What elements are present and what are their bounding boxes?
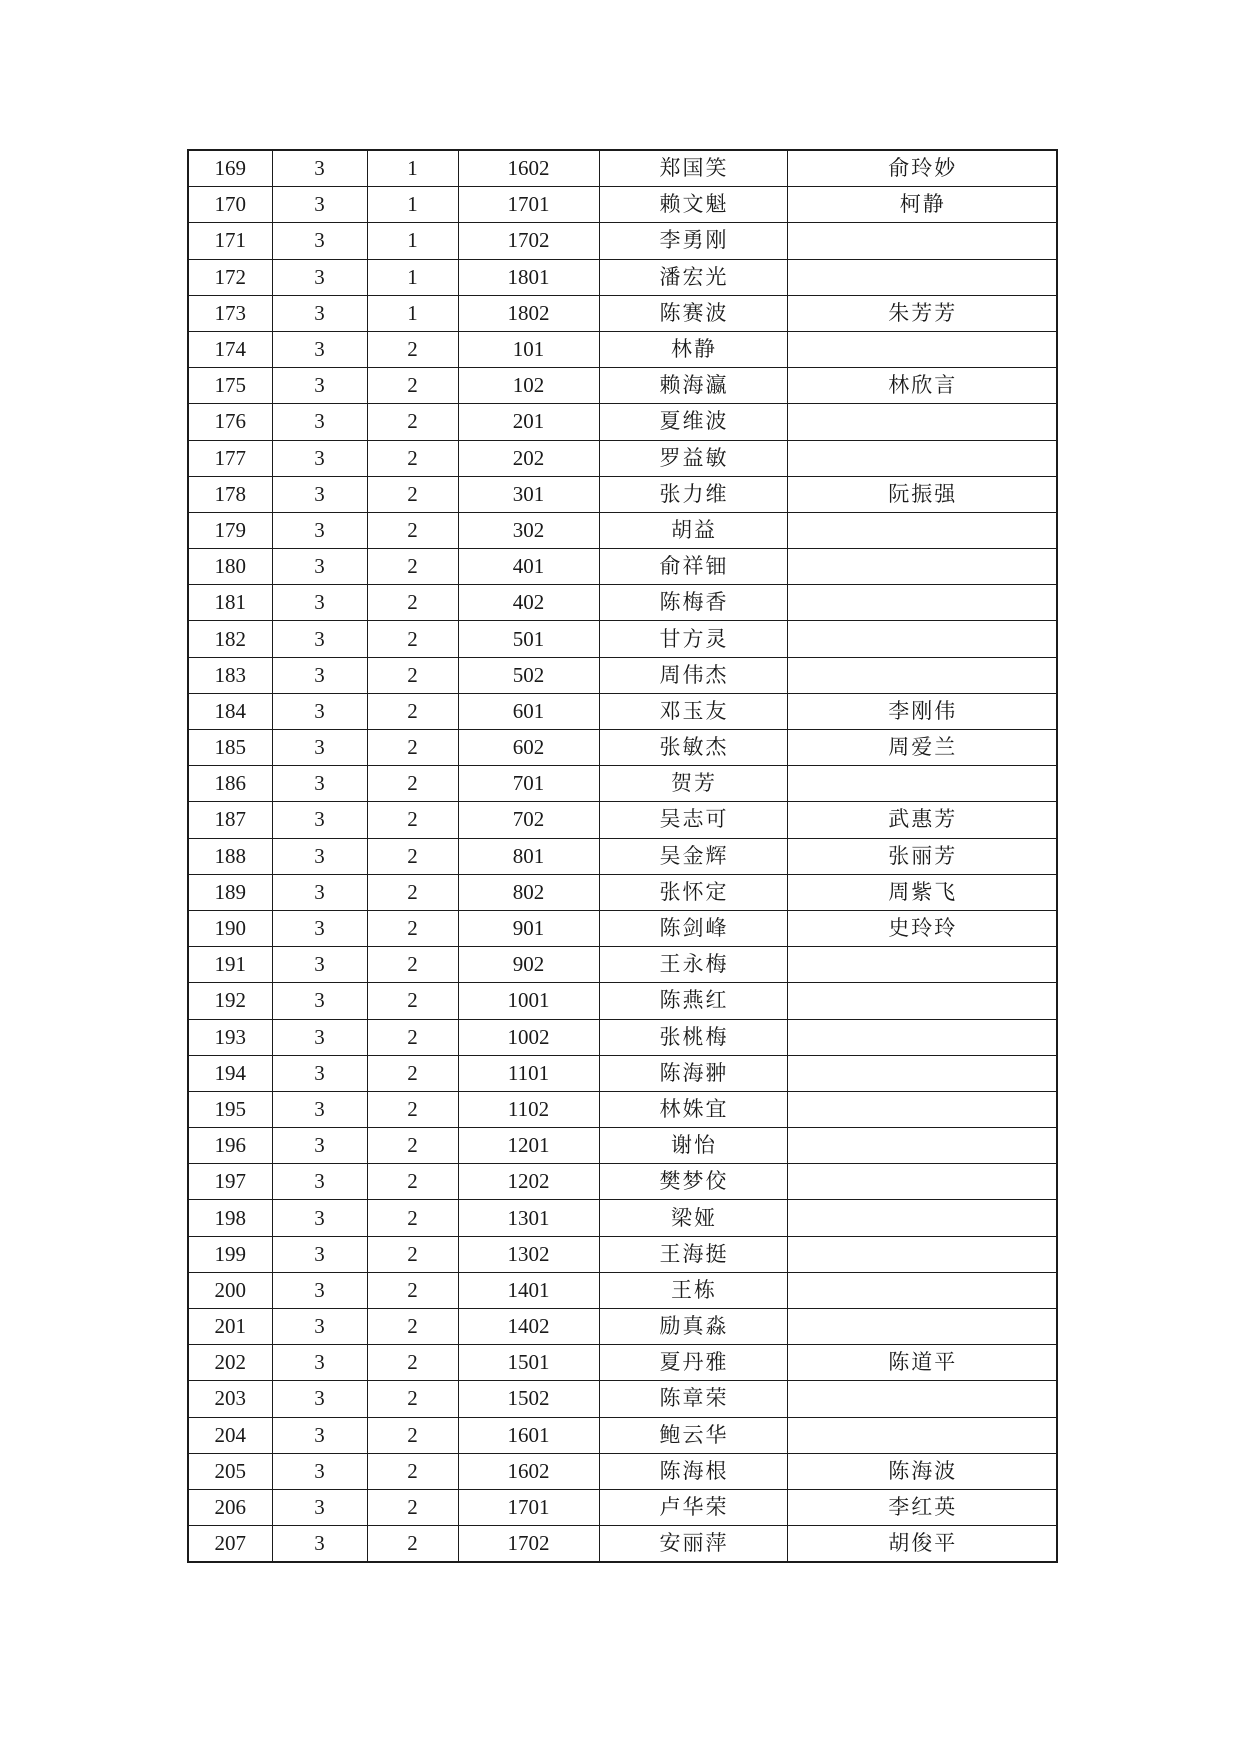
cell-seq: 204 — [188, 1417, 272, 1453]
table-row — [188, 1091, 1057, 1127]
table-row — [188, 1055, 1057, 1091]
cell-room: 202 — [458, 440, 599, 476]
cell-room: 1102 — [458, 1091, 599, 1127]
cell-unit: 2 — [367, 549, 458, 585]
cell-coname — [787, 766, 1057, 802]
cell-coname — [787, 1381, 1057, 1417]
cell-name: 王永梅 — [599, 947, 787, 983]
table-row — [188, 1128, 1057, 1164]
cell-unit: 2 — [367, 476, 458, 512]
cell-building: 3 — [272, 150, 367, 187]
cell-unit: 1 — [367, 295, 458, 331]
cell-room: 901 — [458, 910, 599, 946]
cell-name: 甘方灵 — [599, 621, 787, 657]
cell-coname — [787, 404, 1057, 440]
cell-building: 3 — [272, 1019, 367, 1055]
cell-coname — [787, 947, 1057, 983]
cell-unit: 2 — [367, 874, 458, 910]
cell-unit: 2 — [367, 1164, 458, 1200]
cell-building: 3 — [272, 331, 367, 367]
cell-seq: 197 — [188, 1164, 272, 1200]
table-row — [188, 1526, 1057, 1563]
cell-seq: 180 — [188, 549, 272, 585]
cell-name: 潘宏光 — [599, 259, 787, 295]
cell-room: 1402 — [458, 1309, 599, 1345]
cell-unit: 2 — [367, 838, 458, 874]
cell-building: 3 — [272, 1055, 367, 1091]
cell-seq: 200 — [188, 1272, 272, 1308]
cell-name: 樊梦佼 — [599, 1164, 787, 1200]
cell-coname — [787, 1128, 1057, 1164]
cell-unit: 2 — [367, 440, 458, 476]
cell-name: 陈赛波 — [599, 295, 787, 331]
cell-coname: 李刚伟 — [787, 693, 1057, 729]
cell-seq: 173 — [188, 295, 272, 331]
table-row — [188, 1200, 1057, 1236]
cell-coname — [787, 259, 1057, 295]
cell-unit: 1 — [367, 150, 458, 187]
cell-unit: 2 — [367, 512, 458, 548]
cell-building: 3 — [272, 585, 367, 621]
cell-seq: 188 — [188, 838, 272, 874]
cell-seq: 199 — [188, 1236, 272, 1272]
cell-unit: 2 — [367, 404, 458, 440]
cell-room: 501 — [458, 621, 599, 657]
table-row — [188, 1236, 1057, 1272]
cell-seq: 187 — [188, 802, 272, 838]
cell-room: 801 — [458, 838, 599, 874]
cell-coname — [787, 657, 1057, 693]
cell-seq: 189 — [188, 874, 272, 910]
cell-coname: 陈海波 — [787, 1453, 1057, 1489]
cell-coname: 林欣言 — [787, 368, 1057, 404]
cell-name: 郑国笑 — [599, 150, 787, 187]
cell-unit: 2 — [367, 1381, 458, 1417]
cell-room: 401 — [458, 549, 599, 585]
cell-room: 802 — [458, 874, 599, 910]
cell-seq: 177 — [188, 440, 272, 476]
table-row — [188, 476, 1057, 512]
cell-building: 3 — [272, 621, 367, 657]
cell-unit: 2 — [367, 1417, 458, 1453]
cell-seq: 191 — [188, 947, 272, 983]
cell-coname — [787, 549, 1057, 585]
cell-building: 3 — [272, 730, 367, 766]
cell-seq: 178 — [188, 476, 272, 512]
cell-unit: 2 — [367, 1128, 458, 1164]
cell-building: 3 — [272, 1128, 367, 1164]
table-row — [188, 621, 1057, 657]
cell-seq: 193 — [188, 1019, 272, 1055]
cell-room: 402 — [458, 585, 599, 621]
cell-building: 3 — [272, 1417, 367, 1453]
cell-room: 1502 — [458, 1381, 599, 1417]
cell-name: 贺芳 — [599, 766, 787, 802]
cell-name: 陈章荣 — [599, 1381, 787, 1417]
cell-room: 1801 — [458, 259, 599, 295]
cell-unit: 2 — [367, 1019, 458, 1055]
cell-building: 3 — [272, 838, 367, 874]
cell-name: 陈海翀 — [599, 1055, 787, 1091]
table-row — [188, 585, 1057, 621]
cell-unit: 2 — [367, 766, 458, 802]
cell-name: 胡益 — [599, 512, 787, 548]
cell-name: 林静 — [599, 331, 787, 367]
cell-unit: 2 — [367, 1272, 458, 1308]
cell-building: 3 — [272, 549, 367, 585]
cell-room: 902 — [458, 947, 599, 983]
table-row — [188, 1381, 1057, 1417]
cell-room: 502 — [458, 657, 599, 693]
cell-name: 赖海瀛 — [599, 368, 787, 404]
table-row — [188, 549, 1057, 585]
cell-building: 3 — [272, 187, 367, 223]
cell-coname — [787, 1417, 1057, 1453]
table-row — [188, 223, 1057, 259]
cell-coname: 胡俊平 — [787, 1526, 1057, 1563]
cell-building: 3 — [272, 802, 367, 838]
cell-name: 林姝宜 — [599, 1091, 787, 1127]
cell-unit: 2 — [367, 693, 458, 729]
cell-unit: 1 — [367, 187, 458, 223]
cell-name: 谢怡 — [599, 1128, 787, 1164]
cell-unit: 2 — [367, 368, 458, 404]
table-row — [188, 259, 1057, 295]
cell-building: 3 — [272, 295, 367, 331]
cell-seq: 181 — [188, 585, 272, 621]
cell-coname: 武惠芳 — [787, 802, 1057, 838]
cell-coname — [787, 1055, 1057, 1091]
cell-seq: 182 — [188, 621, 272, 657]
table-row — [188, 368, 1057, 404]
cell-unit: 2 — [367, 983, 458, 1019]
cell-room: 102 — [458, 368, 599, 404]
cell-name: 李勇刚 — [599, 223, 787, 259]
cell-seq: 195 — [188, 1091, 272, 1127]
cell-coname: 史玲玲 — [787, 910, 1057, 946]
cell-name: 励真淼 — [599, 1309, 787, 1345]
cell-seq: 194 — [188, 1055, 272, 1091]
cell-seq: 175 — [188, 368, 272, 404]
table-row — [188, 910, 1057, 946]
cell-room: 1302 — [458, 1236, 599, 1272]
cell-building: 3 — [272, 1489, 367, 1525]
table-row — [188, 1489, 1057, 1525]
cell-room: 1601 — [458, 1417, 599, 1453]
table-row — [188, 440, 1057, 476]
cell-room: 1002 — [458, 1019, 599, 1055]
table-row — [188, 1164, 1057, 1200]
cell-unit: 2 — [367, 910, 458, 946]
cell-seq: 207 — [188, 1526, 272, 1563]
cell-coname — [787, 1309, 1057, 1345]
cell-name: 卢华荣 — [599, 1489, 787, 1525]
cell-seq: 196 — [188, 1128, 272, 1164]
table-row — [188, 983, 1057, 1019]
cell-building: 3 — [272, 766, 367, 802]
cell-seq: 192 — [188, 983, 272, 1019]
cell-building: 3 — [272, 1164, 367, 1200]
cell-name: 陈梅香 — [599, 585, 787, 621]
cell-coname — [787, 440, 1057, 476]
cell-unit: 2 — [367, 621, 458, 657]
cell-unit: 2 — [367, 947, 458, 983]
table-row — [188, 1272, 1057, 1308]
cell-coname — [787, 1019, 1057, 1055]
cell-name: 俞祥钿 — [599, 549, 787, 585]
cell-name: 赖文魁 — [599, 187, 787, 223]
cell-seq: 179 — [188, 512, 272, 548]
table-row — [188, 404, 1057, 440]
cell-room: 1702 — [458, 1526, 599, 1563]
cell-unit: 2 — [367, 1309, 458, 1345]
cell-name: 王海挺 — [599, 1236, 787, 1272]
cell-coname: 张丽芳 — [787, 838, 1057, 874]
cell-building: 3 — [272, 404, 367, 440]
table-row — [188, 1345, 1057, 1381]
cell-coname — [787, 512, 1057, 548]
cell-unit: 2 — [367, 1091, 458, 1127]
cell-building: 3 — [272, 259, 367, 295]
cell-building: 3 — [272, 693, 367, 729]
cell-room: 601 — [458, 693, 599, 729]
cell-seq: 172 — [188, 259, 272, 295]
cell-room: 1201 — [458, 1128, 599, 1164]
cell-room: 1702 — [458, 223, 599, 259]
cell-seq: 184 — [188, 693, 272, 729]
cell-coname: 周紫飞 — [787, 874, 1057, 910]
cell-building: 3 — [272, 874, 367, 910]
cell-room: 602 — [458, 730, 599, 766]
cell-seq: 206 — [188, 1489, 272, 1525]
cell-room: 1401 — [458, 1272, 599, 1308]
cell-unit: 2 — [367, 1489, 458, 1525]
cell-seq: 176 — [188, 404, 272, 440]
table-row — [188, 947, 1057, 983]
cell-coname — [787, 331, 1057, 367]
cell-coname — [787, 1236, 1057, 1272]
table-row — [188, 693, 1057, 729]
cell-building: 3 — [272, 368, 367, 404]
table-row — [188, 657, 1057, 693]
cell-building: 3 — [272, 1526, 367, 1563]
cell-name: 吴金辉 — [599, 838, 787, 874]
cell-name: 陈燕红 — [599, 983, 787, 1019]
table-row — [188, 874, 1057, 910]
cell-unit: 2 — [367, 1526, 458, 1563]
cell-room: 1501 — [458, 1345, 599, 1381]
table-row — [188, 838, 1057, 874]
cell-room: 301 — [458, 476, 599, 512]
cell-name: 安丽萍 — [599, 1526, 787, 1563]
cell-unit: 2 — [367, 730, 458, 766]
cell-name: 邓玉友 — [599, 693, 787, 729]
cell-seq: 201 — [188, 1309, 272, 1345]
cell-seq: 198 — [188, 1200, 272, 1236]
table-row — [188, 730, 1057, 766]
cell-room: 1802 — [458, 295, 599, 331]
cell-name: 张怀定 — [599, 874, 787, 910]
cell-unit: 2 — [367, 1345, 458, 1381]
table-row — [188, 295, 1057, 331]
cell-building: 3 — [272, 1272, 367, 1308]
cell-coname — [787, 585, 1057, 621]
cell-name: 梁娅 — [599, 1200, 787, 1236]
cell-seq: 205 — [188, 1453, 272, 1489]
cell-name: 鲍云华 — [599, 1417, 787, 1453]
cell-building: 3 — [272, 1381, 367, 1417]
cell-seq: 183 — [188, 657, 272, 693]
table-body — [188, 150, 1057, 1562]
cell-coname — [787, 1091, 1057, 1127]
cell-building: 3 — [272, 440, 367, 476]
cell-name: 王栋 — [599, 1272, 787, 1308]
cell-building: 3 — [272, 1345, 367, 1381]
cell-unit: 1 — [367, 259, 458, 295]
table-row — [188, 766, 1057, 802]
cell-room: 101 — [458, 331, 599, 367]
cell-coname: 柯静 — [787, 187, 1057, 223]
cell-name: 夏丹雅 — [599, 1345, 787, 1381]
cell-room: 1202 — [458, 1164, 599, 1200]
cell-building: 3 — [272, 947, 367, 983]
cell-room: 1701 — [458, 187, 599, 223]
cell-room: 1301 — [458, 1200, 599, 1236]
cell-room: 1602 — [458, 150, 599, 187]
cell-unit: 2 — [367, 1453, 458, 1489]
cell-coname — [787, 621, 1057, 657]
cell-unit: 2 — [367, 1200, 458, 1236]
table-row — [188, 1453, 1057, 1489]
cell-name: 陈剑峰 — [599, 910, 787, 946]
cell-building: 3 — [272, 1236, 367, 1272]
cell-seq: 203 — [188, 1381, 272, 1417]
cell-room: 1701 — [458, 1489, 599, 1525]
table-row — [188, 512, 1057, 548]
cell-seq: 170 — [188, 187, 272, 223]
cell-name: 张敏杰 — [599, 730, 787, 766]
cell-room: 302 — [458, 512, 599, 548]
table-row — [188, 187, 1057, 223]
cell-coname — [787, 1272, 1057, 1308]
cell-name: 周伟杰 — [599, 657, 787, 693]
cell-coname: 周爱兰 — [787, 730, 1057, 766]
cell-unit: 2 — [367, 1055, 458, 1091]
cell-room: 201 — [458, 404, 599, 440]
cell-building: 3 — [272, 476, 367, 512]
cell-coname: 阮振强 — [787, 476, 1057, 512]
cell-building: 3 — [272, 1453, 367, 1489]
cell-coname: 李红英 — [787, 1489, 1057, 1525]
table-row — [188, 150, 1057, 187]
cell-seq: 202 — [188, 1345, 272, 1381]
cell-unit: 2 — [367, 657, 458, 693]
cell-seq: 169 — [188, 150, 272, 187]
table-row — [188, 331, 1057, 367]
cell-coname — [787, 983, 1057, 1019]
cell-name: 陈海根 — [599, 1453, 787, 1489]
cell-room: 1101 — [458, 1055, 599, 1091]
cell-building: 3 — [272, 657, 367, 693]
cell-seq: 174 — [188, 331, 272, 367]
cell-unit: 2 — [367, 802, 458, 838]
cell-seq: 186 — [188, 766, 272, 802]
cell-name: 张力维 — [599, 476, 787, 512]
cell-name: 罗益敏 — [599, 440, 787, 476]
cell-building: 3 — [272, 223, 367, 259]
table-row — [188, 1019, 1057, 1055]
resident-roster-table — [187, 149, 1058, 1563]
cell-seq: 185 — [188, 730, 272, 766]
cell-unit: 2 — [367, 1236, 458, 1272]
cell-coname: 俞玲妙 — [787, 150, 1057, 187]
cell-seq: 171 — [188, 223, 272, 259]
table-row — [188, 1417, 1057, 1453]
cell-coname — [787, 223, 1057, 259]
table-row — [188, 1309, 1057, 1345]
cell-building: 3 — [272, 910, 367, 946]
cell-coname: 朱芳芳 — [787, 295, 1057, 331]
cell-coname — [787, 1164, 1057, 1200]
cell-room: 1602 — [458, 1453, 599, 1489]
cell-unit: 1 — [367, 223, 458, 259]
cell-coname: 陈道平 — [787, 1345, 1057, 1381]
cell-room: 702 — [458, 802, 599, 838]
cell-building: 3 — [272, 512, 367, 548]
cell-name: 张桃梅 — [599, 1019, 787, 1055]
cell-coname — [787, 1200, 1057, 1236]
cell-building: 3 — [272, 1200, 367, 1236]
table-row — [188, 802, 1057, 838]
cell-unit: 2 — [367, 331, 458, 367]
cell-building: 3 — [272, 1091, 367, 1127]
cell-name: 夏维波 — [599, 404, 787, 440]
cell-building: 3 — [272, 983, 367, 1019]
cell-building: 3 — [272, 1309, 367, 1345]
cell-name: 吴志可 — [599, 802, 787, 838]
cell-seq: 190 — [188, 910, 272, 946]
cell-room: 1001 — [458, 983, 599, 1019]
cell-room: 701 — [458, 766, 599, 802]
cell-unit: 2 — [367, 585, 458, 621]
